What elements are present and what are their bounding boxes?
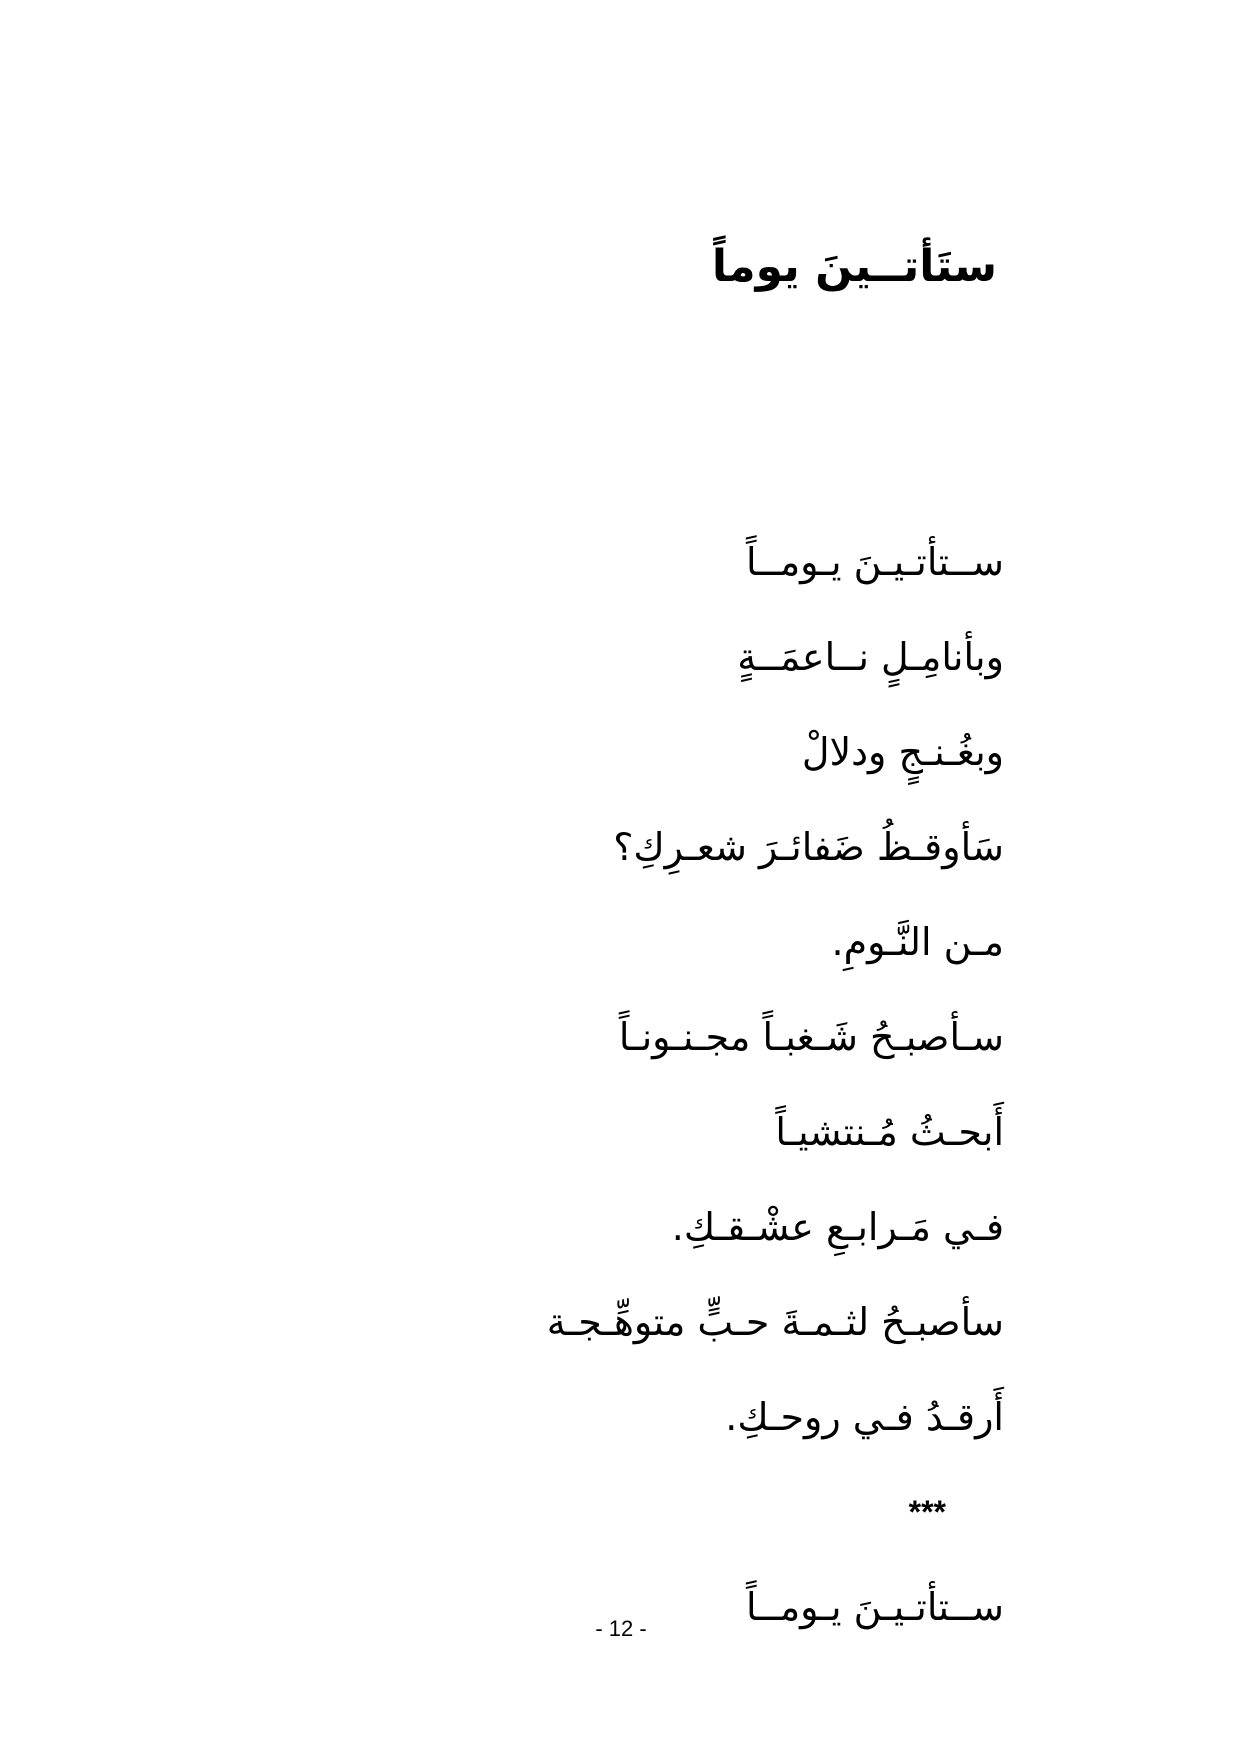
poem-line: سـأصبـحُ شَـغبـاً مجـنـونـاً [618,1015,1004,1059]
poem-body [547,530,1004,1670]
poem-line: وبأنامِـلٍ نــاعمَــةٍ [737,635,1004,679]
poem-line: سَأوقـظُ ضَفائـرَ شعـرِكِ؟ [613,825,1004,869]
poem-line: أَبحـثُ مُـنتشيـاً [775,1110,1004,1154]
poem-title: ستَأتــينَ يوماً [711,241,997,292]
section-divider: *** [908,1494,946,1530]
page-number: - 12 - [595,1616,647,1641]
poem-line: أَرقـدُ فـي روحـكِ. [725,1395,1004,1439]
poem-line: سأصبـحُ لثـمـةَ حـبٍّ متوهِّـجـة [546,1300,1004,1344]
poem-line: مـن النَّـومِ. [831,920,1004,964]
poem-line: ســتأتـيـنَ يـومــاً [745,540,1004,584]
poem-line: وبغُـنـجٍ ودلالْ [801,730,1004,774]
poem-line: ســتأتـيـنَ يـومــاً [745,1585,1004,1629]
poem-line: فـي مَـرابـعِ عشْـقـكِ. [671,1205,1004,1249]
